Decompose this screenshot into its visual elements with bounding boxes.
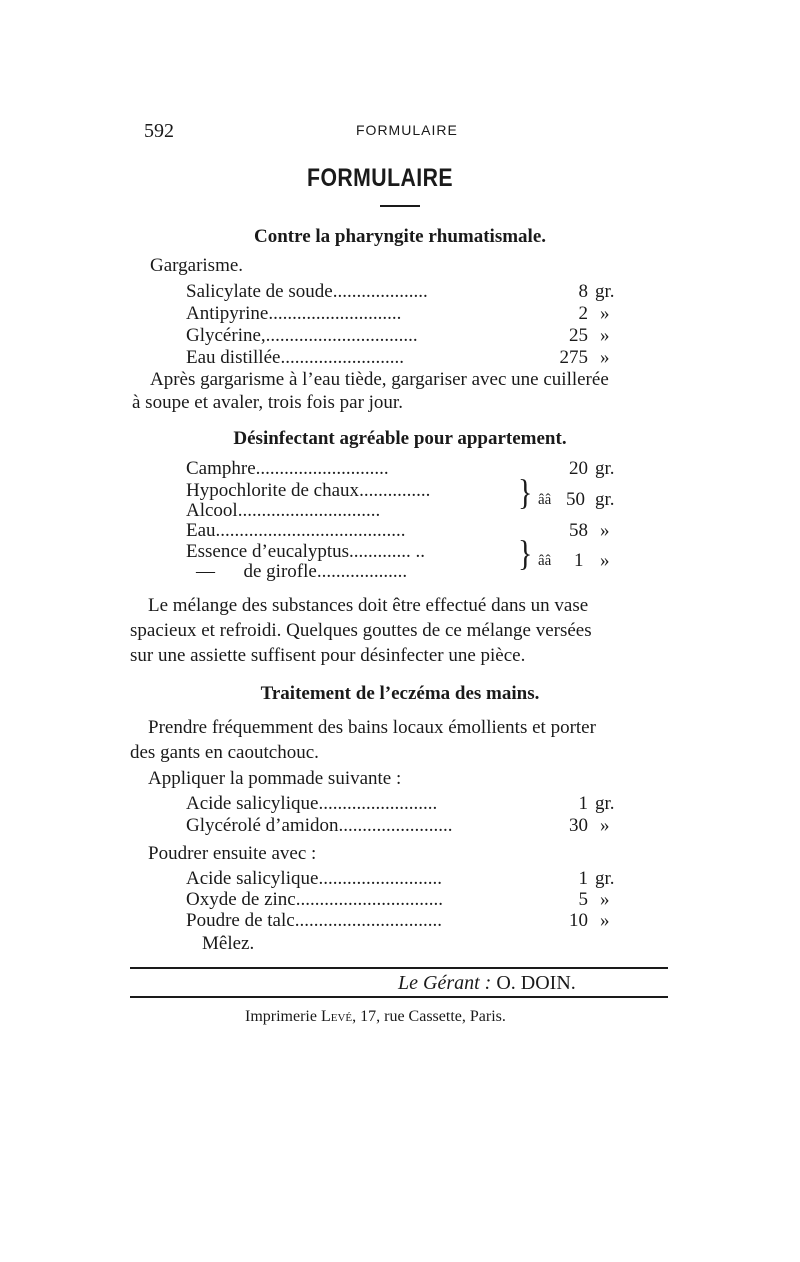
printer-line — [245, 1008, 506, 1026]
ingredient-name: Camphre — [186, 458, 256, 479]
brace: } — [518, 533, 533, 574]
ingredient-name: Eau — [186, 520, 216, 541]
ingredient-unit: » — [600, 815, 610, 836]
ingredient-unit: » — [600, 550, 610, 571]
ingredient-qty: 8 — [538, 281, 588, 303]
paragraph-line: Le mélange des substances doit être effectué dans un vase — [148, 595, 589, 616]
ingredient-unit: » — [600, 910, 610, 931]
instruction-line: Après gargarisme à l’eau tiède, gargariser avec une cuillerée — [150, 369, 609, 390]
recipe-row: Glycérine,................................ — [186, 325, 418, 346]
recipe-row: Eau distillée.......................... — [186, 347, 404, 368]
ingredient-name: Salicylate de soude.................... — [186, 281, 428, 302]
gerant-name: O. DOIN. — [496, 972, 576, 994]
ingredient-name: de girofle — [243, 561, 317, 582]
ingredient-qty: 5 — [560, 889, 588, 911]
ingredient-name: Glycérine, — [186, 325, 266, 346]
section-heading-eczema: Traitement de l’eczéma des mains. — [260, 683, 540, 704]
ingredient-qty: 1 — [560, 868, 588, 890]
section-heading-desinfectant: Désinfectant agréable pour appartement. — [233, 428, 567, 449]
ingredient-unit: » — [600, 303, 610, 324]
ingredient-qty: 2 — [538, 303, 588, 325]
title-rule — [380, 205, 420, 207]
ana-abbreviation: ââ — [538, 492, 552, 508]
printer-address: 17, rue Cassette, Paris. — [360, 1008, 506, 1025]
recipe-row: Glycérolé d’amidon........................ — [186, 815, 453, 836]
ingredient-name: Hypochlorite de chaux — [186, 480, 360, 501]
recipe-row: — de girofle................... — [196, 561, 408, 582]
ingredient-name: Glycérolé d’amidon — [186, 815, 339, 836]
recipe-row: Poudre de talc............................... — [186, 910, 442, 931]
ingredient-unit: » — [600, 520, 610, 541]
ingredient-qty: 1 — [560, 793, 588, 815]
ingredient-unit: gr. — [595, 793, 615, 814]
ingredient-name: Essence d’eucalyptus — [186, 541, 350, 562]
brace: } — [518, 472, 533, 513]
printer-name: Levé, — [320, 1008, 357, 1025]
instruction-line: Poudrer ensuite avec : — [148, 843, 317, 864]
ingredient-qty: 1 — [574, 550, 584, 571]
instruction-line: à soupe et avaler, trois fois par jour. — [132, 392, 403, 413]
ingredient-unit: gr. — [595, 489, 615, 510]
footer-rule — [130, 967, 668, 969]
page-title: FORMULAIRE — [307, 164, 453, 192]
ingredient-unit: » — [600, 325, 610, 346]
ana-abbreviation: ââ — [538, 553, 552, 569]
ingredient-unit: » — [600, 889, 610, 910]
instruction-line: Mêlez. — [202, 933, 255, 954]
ingredient-qty: 30 — [556, 815, 588, 837]
ingredient-qty: 25 — [538, 325, 588, 347]
ingredient-name: Poudre de talc — [186, 910, 295, 931]
instruction-line: Appliquer la pommade suivante : — [148, 768, 402, 789]
gerant-label: Le Gérant : — [398, 972, 492, 994]
ingredient-qty: 20 — [538, 458, 588, 480]
paragraph-line: sur une assiette suffisent pour désinfecter une pièce. — [130, 645, 526, 666]
dash: — — [196, 561, 215, 582]
recipe-row: Acide salicylique......................... — [186, 793, 438, 814]
ingredient-unit: gr. — [595, 458, 615, 479]
section-heading-pharyngite: Contre la pharyngite rhumatismale. — [253, 226, 547, 247]
ingredient-name: Alcool — [186, 500, 238, 521]
paragraph-line: spacieux et refroidi. Quelques gouttes de ce mélange versées — [130, 620, 592, 641]
recipe-row: Essence d’eucalyptus............. .. — [186, 541, 426, 562]
section-intro-gargarisme: Gargarisme. — [150, 255, 244, 276]
ingredient-qty: 50 — [566, 489, 585, 510]
ingredient-qty: 58 — [538, 520, 588, 542]
paragraph-line: des gants en caoutchouc. — [130, 742, 319, 763]
ingredient-qty: 275 — [526, 347, 588, 369]
recipe-row: Camphre............................ — [186, 458, 389, 479]
recipe-row: Alcool.............................. — [186, 500, 381, 521]
gerant-line — [398, 972, 576, 995]
recipe-row: Eau........................................ — [186, 520, 406, 541]
recipe-row: Acide salicylique.......................... — [186, 868, 442, 889]
ingredient-name: Eau distillée — [186, 347, 281, 368]
ingredient-name: Oxyde de zinc — [186, 889, 296, 910]
ingredient-unit: gr. — [595, 868, 615, 889]
recipe-row: Hypochlorite de chaux............... — [186, 480, 431, 501]
footer-rule — [130, 996, 668, 998]
ingredient-name: Acide salicylique — [186, 793, 319, 814]
recipe-row: Oxyde de zinc............................... — [186, 889, 443, 910]
printer-label: Imprimerie — [245, 1008, 317, 1025]
ingredient-unit: » — [600, 347, 610, 368]
page-number: 592 — [144, 120, 174, 142]
running-title: FORMULAIRE — [356, 122, 458, 138]
ingredient-qty: 10 — [556, 910, 588, 932]
ingredient-name: Acide salicylique — [186, 868, 319, 889]
ingredient-name: Antipyrine — [186, 303, 269, 324]
recipe-row: Antipyrine............................ — [186, 303, 402, 324]
ingredient-unit: gr. — [595, 281, 615, 302]
paragraph-line: Prendre fréquemment des bains locaux émollients et porter — [148, 717, 596, 738]
